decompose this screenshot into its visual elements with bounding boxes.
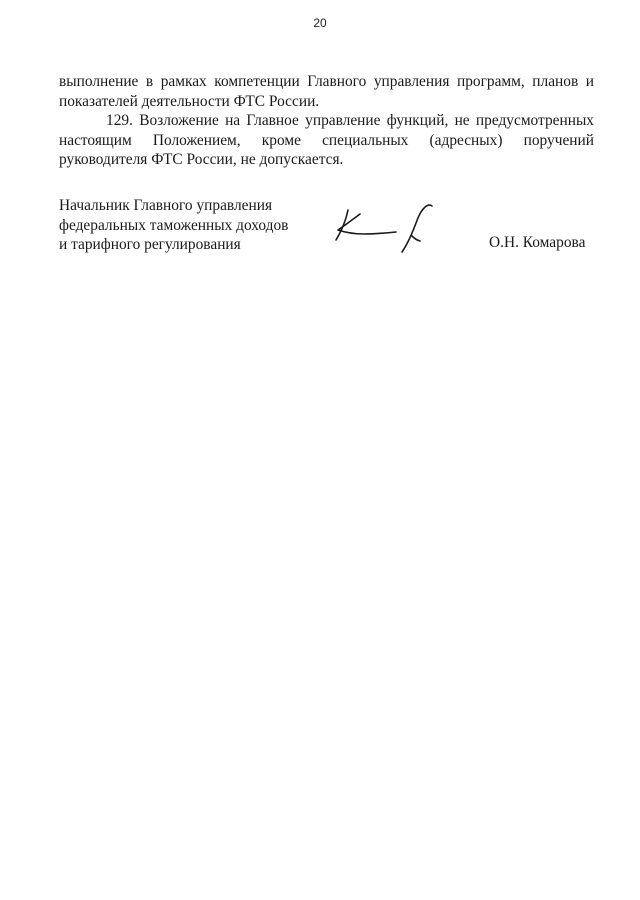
handwritten-signature: [330, 200, 450, 260]
signer-name: О.Н. Комарова: [489, 234, 586, 251]
paragraph-129: 129. Возложение на Главное управление функций, не предусмотренных настоящим Положением, кроме специальных (адресных) поручений руководителя ФТС России, не допускается.: [59, 112, 594, 168]
document-body: [59, 72, 594, 170]
position-line: федеральных таможенных доходов: [59, 216, 289, 234]
position-line: и тарифного регулирования: [59, 236, 241, 253]
paragraph-continuation: выполнение в рамках компетенции Главного управления программ, планов и показателей деятельности ФТС России.: [59, 73, 594, 110]
position-line: Начальник Главного управления: [59, 197, 273, 214]
page-number: 20: [313, 16, 327, 30]
signatory-position: [59, 196, 319, 255]
